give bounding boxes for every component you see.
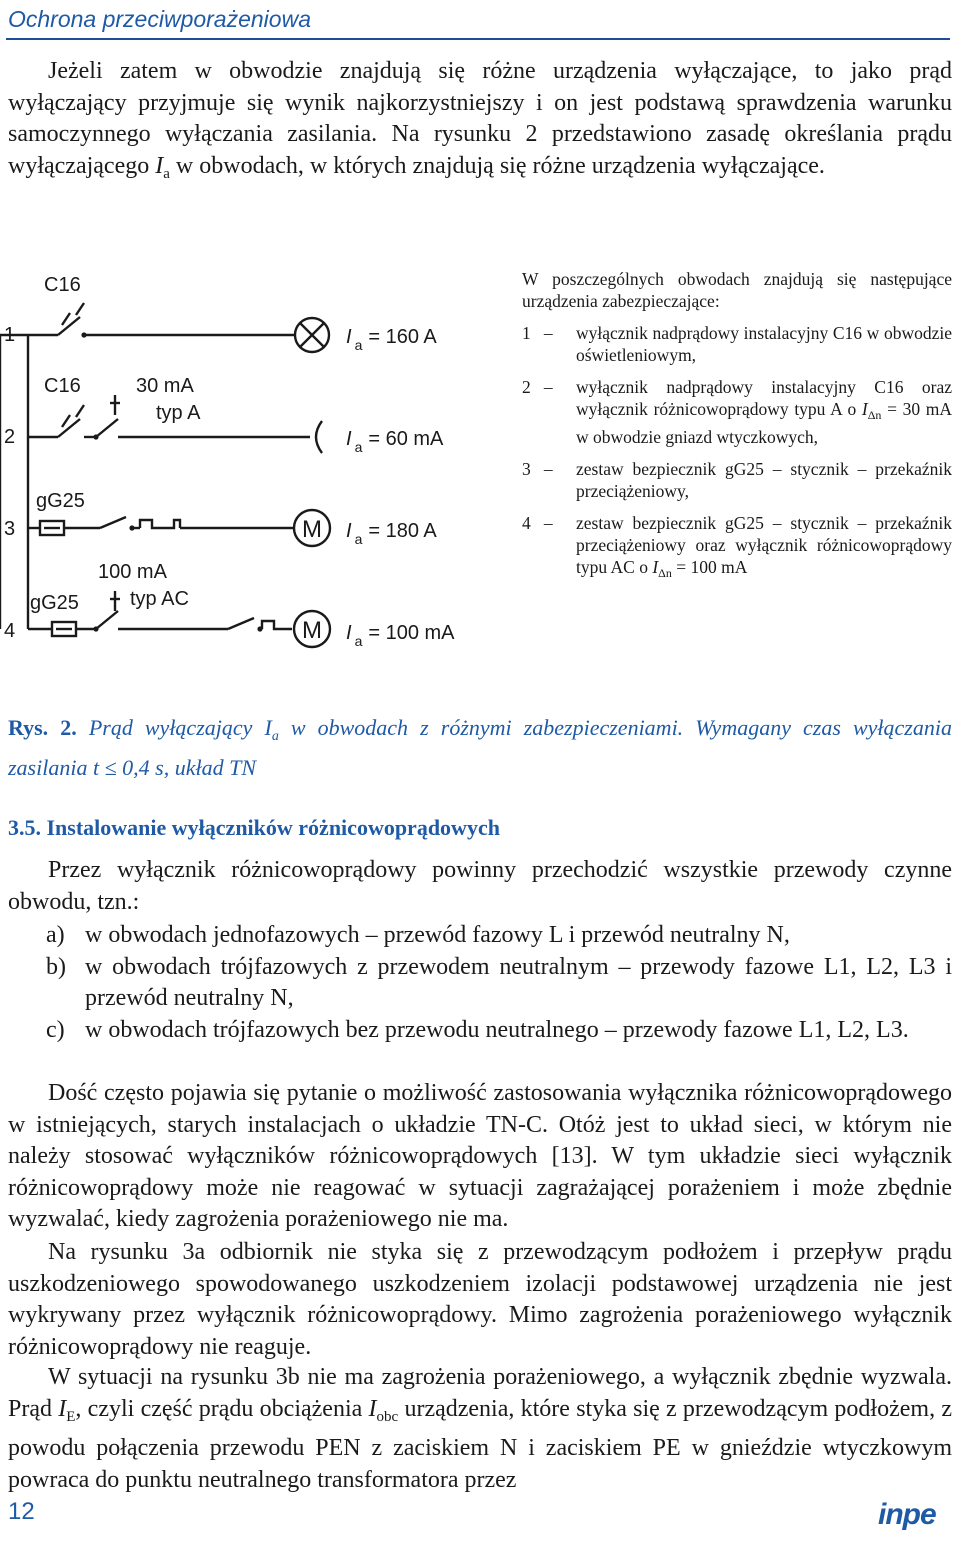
circuit-number-2: 2	[4, 426, 16, 448]
diagram-legend	[522, 268, 952, 594]
circuit-number-3: 3	[4, 518, 16, 540]
rcd-paragraph: Przez wyłącznik różnicowoprądowy powinny przechodzić wszystkie przewody czynne obwodu, tzn.:	[8, 857, 952, 915]
circuit-number-1: 1	[4, 324, 16, 346]
label-c16-2: C16	[44, 375, 81, 397]
page-number: 12	[8, 1498, 35, 1525]
legend-item-4-text-1: zestaw bezpiecznik gG25 – stycznik – przekaźnik przeciążeniowy oraz wyłącznik różnicowoprądowy typu AC o	[576, 513, 952, 577]
figure-3a-paragraph: Na rysunku 3a odbiornik nie styka się z przewodzącym podłożem i przepływ prądu uszkodzeniowego spowodowanego uszkodzeniem izolacji podstawowej urządzenia nie jest wykrywany przez wyłącznik różnicowoprądowy. Mimo zagrożenia porażeniowego wyłącznik różnicowoprądowy nie reaguje.	[8, 1239, 952, 1360]
list-marker-b: b)	[46, 953, 66, 980]
current-3-symbol: I	[346, 520, 352, 542]
list-text-c: w obwodach trójfazowych bez przewodu neutralnego – przewody fazowe L1, L2, L3.	[85, 1016, 909, 1043]
para-3b-symbol-2: I	[368, 1395, 377, 1422]
label-rcd-30-type: typ A	[156, 402, 201, 424]
current-1-sub: a	[354, 337, 363, 353]
current-1-value: = 160 A	[368, 326, 437, 348]
label-rcd-100-type: typ AC	[130, 588, 189, 610]
legend-item-3-dash: –	[543, 459, 553, 479]
current-2-value: = 60 mA	[368, 428, 444, 450]
current-4-symbol: I	[346, 622, 352, 644]
legend-item-1-dash: –	[543, 323, 553, 343]
intro-symbol-sub: a	[163, 165, 170, 182]
para-3b-symbol-1: I	[58, 1395, 67, 1422]
header-title: Ochrona przeciwporażeniowa	[8, 6, 311, 32]
legend-item-2-symbol: I	[861, 399, 868, 419]
legend-item-3	[522, 458, 952, 502]
motor-label-4: M	[302, 617, 322, 644]
intro-paragraph	[8, 56, 952, 190]
para-3b-text-2: , czyli część prądu obciążenia	[75, 1395, 369, 1422]
caption-label: Rys. 2.	[8, 715, 77, 740]
caption-text-2: w obwodach z różnymi zabezpieczeniami. Wymagany czas wyłączania zasilania t ≤ 0,4 s, układ TN	[8, 715, 952, 780]
current-4-value: = 100 mA	[368, 622, 455, 644]
svg-text:Ia= 60 mA	[346, 428, 444, 455]
list-item-a	[8, 920, 952, 952]
figure-caption	[8, 712, 952, 783]
label-rcd-30: 30 mA	[136, 375, 194, 397]
para-3b-text-3: urządzenia, które styka się z przewodzącym podłożem, z powodu połączenia przewodu PEN z zaciskiem N i zaciskiem PE w gnieździe wtyczkowym powraca do punktu neutralnego transformatora przez	[8, 1395, 952, 1493]
circuit-diagram	[0, 255, 515, 675]
section-title: 3.5. Instalowanie wyłączników różnicowoprądowych	[8, 815, 500, 840]
list-text-b: w obwodach trójfazowych z przewodem neutralnym – przewody fazowe L1, L2, L3 i przewód neutralny N,	[85, 953, 952, 1011]
list-marker-a: a)	[46, 922, 65, 948]
para-3b-sub-1: E	[66, 1408, 76, 1425]
caption-text-1: Prąd wyłączający	[76, 715, 265, 740]
current-1-symbol: I	[346, 326, 352, 348]
svg-text:Ia= 100 mA	[346, 622, 455, 649]
circuit-number-4: 4	[4, 620, 16, 642]
para-3b-text-1: W sytuacji na rysunku 3b nie ma zagrożenia porażeniowego, a wyłącznik zbędnie wyzwala. Prąd	[8, 1364, 952, 1422]
figure-3b-paragraph	[8, 1362, 952, 1496]
list-text-a: w obwodach jednofazowych – przewód fazowy L i przewód neutralny N,	[85, 922, 790, 948]
legend-item-2-text-2: = 30 mA w obwodzie gniazd wtyczkowych,	[576, 399, 952, 447]
legend-item-4-dash: –	[543, 513, 553, 533]
legend-item-4-text-2: = 100 mA	[671, 557, 748, 577]
intro-text-2: w obwodach, w których znajdują się różne urządzenia wyłączające.	[169, 152, 825, 179]
legend-item-4	[522, 512, 952, 584]
legend-item-4-symbol: I	[652, 557, 659, 577]
legend-item-2-sub: Δn	[867, 408, 882, 422]
svg-text:Ia= 160 A	[346, 326, 437, 353]
motor-label-3: M	[302, 516, 322, 543]
legend-item-4-sub: Δn	[658, 566, 672, 580]
label-gg25-3: gG25	[36, 490, 85, 512]
label-c16-1: C16	[44, 274, 81, 296]
current-3-sub: a	[354, 531, 363, 547]
list-marker-c: c)	[46, 1016, 65, 1043]
caption-symbol-sub: a	[271, 729, 279, 744]
svg-text:Ia= 180 A	[346, 520, 437, 547]
list-item-c	[8, 1015, 952, 1047]
legend-item-1	[522, 322, 952, 366]
legend-item-1-text: wyłącznik nadprądowy instalacyjny C16 w obwodzie oświetleniowym,	[576, 323, 952, 365]
intro-text-1: Jeżeli zatem w obwodzie znajdują się różne urządzenia wyłączające, to jako prąd wyłączający przyjmuje się wynik najkorzystniejszy i on jest podstawą sprawdzenia warunku samoczynnego wyłączania zasilania. Na rysunku 2 przedstawiono zasadę określania prądu wyłączającego	[8, 58, 952, 179]
legend-item-1-number: 1	[522, 323, 531, 343]
publisher-logo: inpe	[878, 1498, 936, 1531]
label-gg25-4: gG25	[30, 592, 79, 614]
current-4-sub: a	[354, 633, 363, 649]
legend-item-2	[522, 376, 952, 448]
list-item-b	[8, 952, 952, 1015]
legend-item-3-number: 3	[522, 459, 531, 479]
intro-symbol: I	[155, 152, 164, 179]
conductor-list	[8, 920, 952, 1046]
tnc-paragraph: Dość często pojawia się pytanie o możliwość zastosowania wyłącznika różnicowoprądowego w istniejących, starych instalacjach o układzie TN-C. Otóż jest to układ sieci, w którym nie należy stosować wyłączników różnicowoprądowych [13]. W tym układzie sieci wyłącznik różnicowoprądowy może nie reagować w sytuacji zagrażającej porażeniem i może zbędnie wyzwalać, kiedy zagrożenia porażeniowego nie ma.	[8, 1080, 952, 1232]
legend-item-4-number: 4	[522, 513, 531, 533]
legend-item-3-text: zestaw bezpiecznik gG25 – stycznik – przekaźnik przeciążeniowy,	[576, 459, 952, 501]
legend-item-2-dash: –	[543, 377, 553, 397]
legend-item-2-number: 2	[522, 377, 531, 397]
current-2-symbol: I	[346, 428, 352, 450]
caption-symbol: I	[264, 715, 272, 740]
current-2-sub: a	[354, 439, 363, 455]
legend-item-2-text-1: wyłącznik nadprądowy instalacyjny C16 oraz wyłącznik różnicowoprądowy typu A o	[576, 377, 952, 419]
page-header	[6, 4, 950, 40]
label-rcd-100: 100 mA	[98, 561, 167, 583]
para-3b-sub-2: obc	[376, 1408, 399, 1425]
legend-intro: W poszczególnych obwodach znajdują się następujące urządzenia zabezpieczające:	[522, 269, 952, 311]
current-3-value: = 180 A	[368, 520, 437, 542]
